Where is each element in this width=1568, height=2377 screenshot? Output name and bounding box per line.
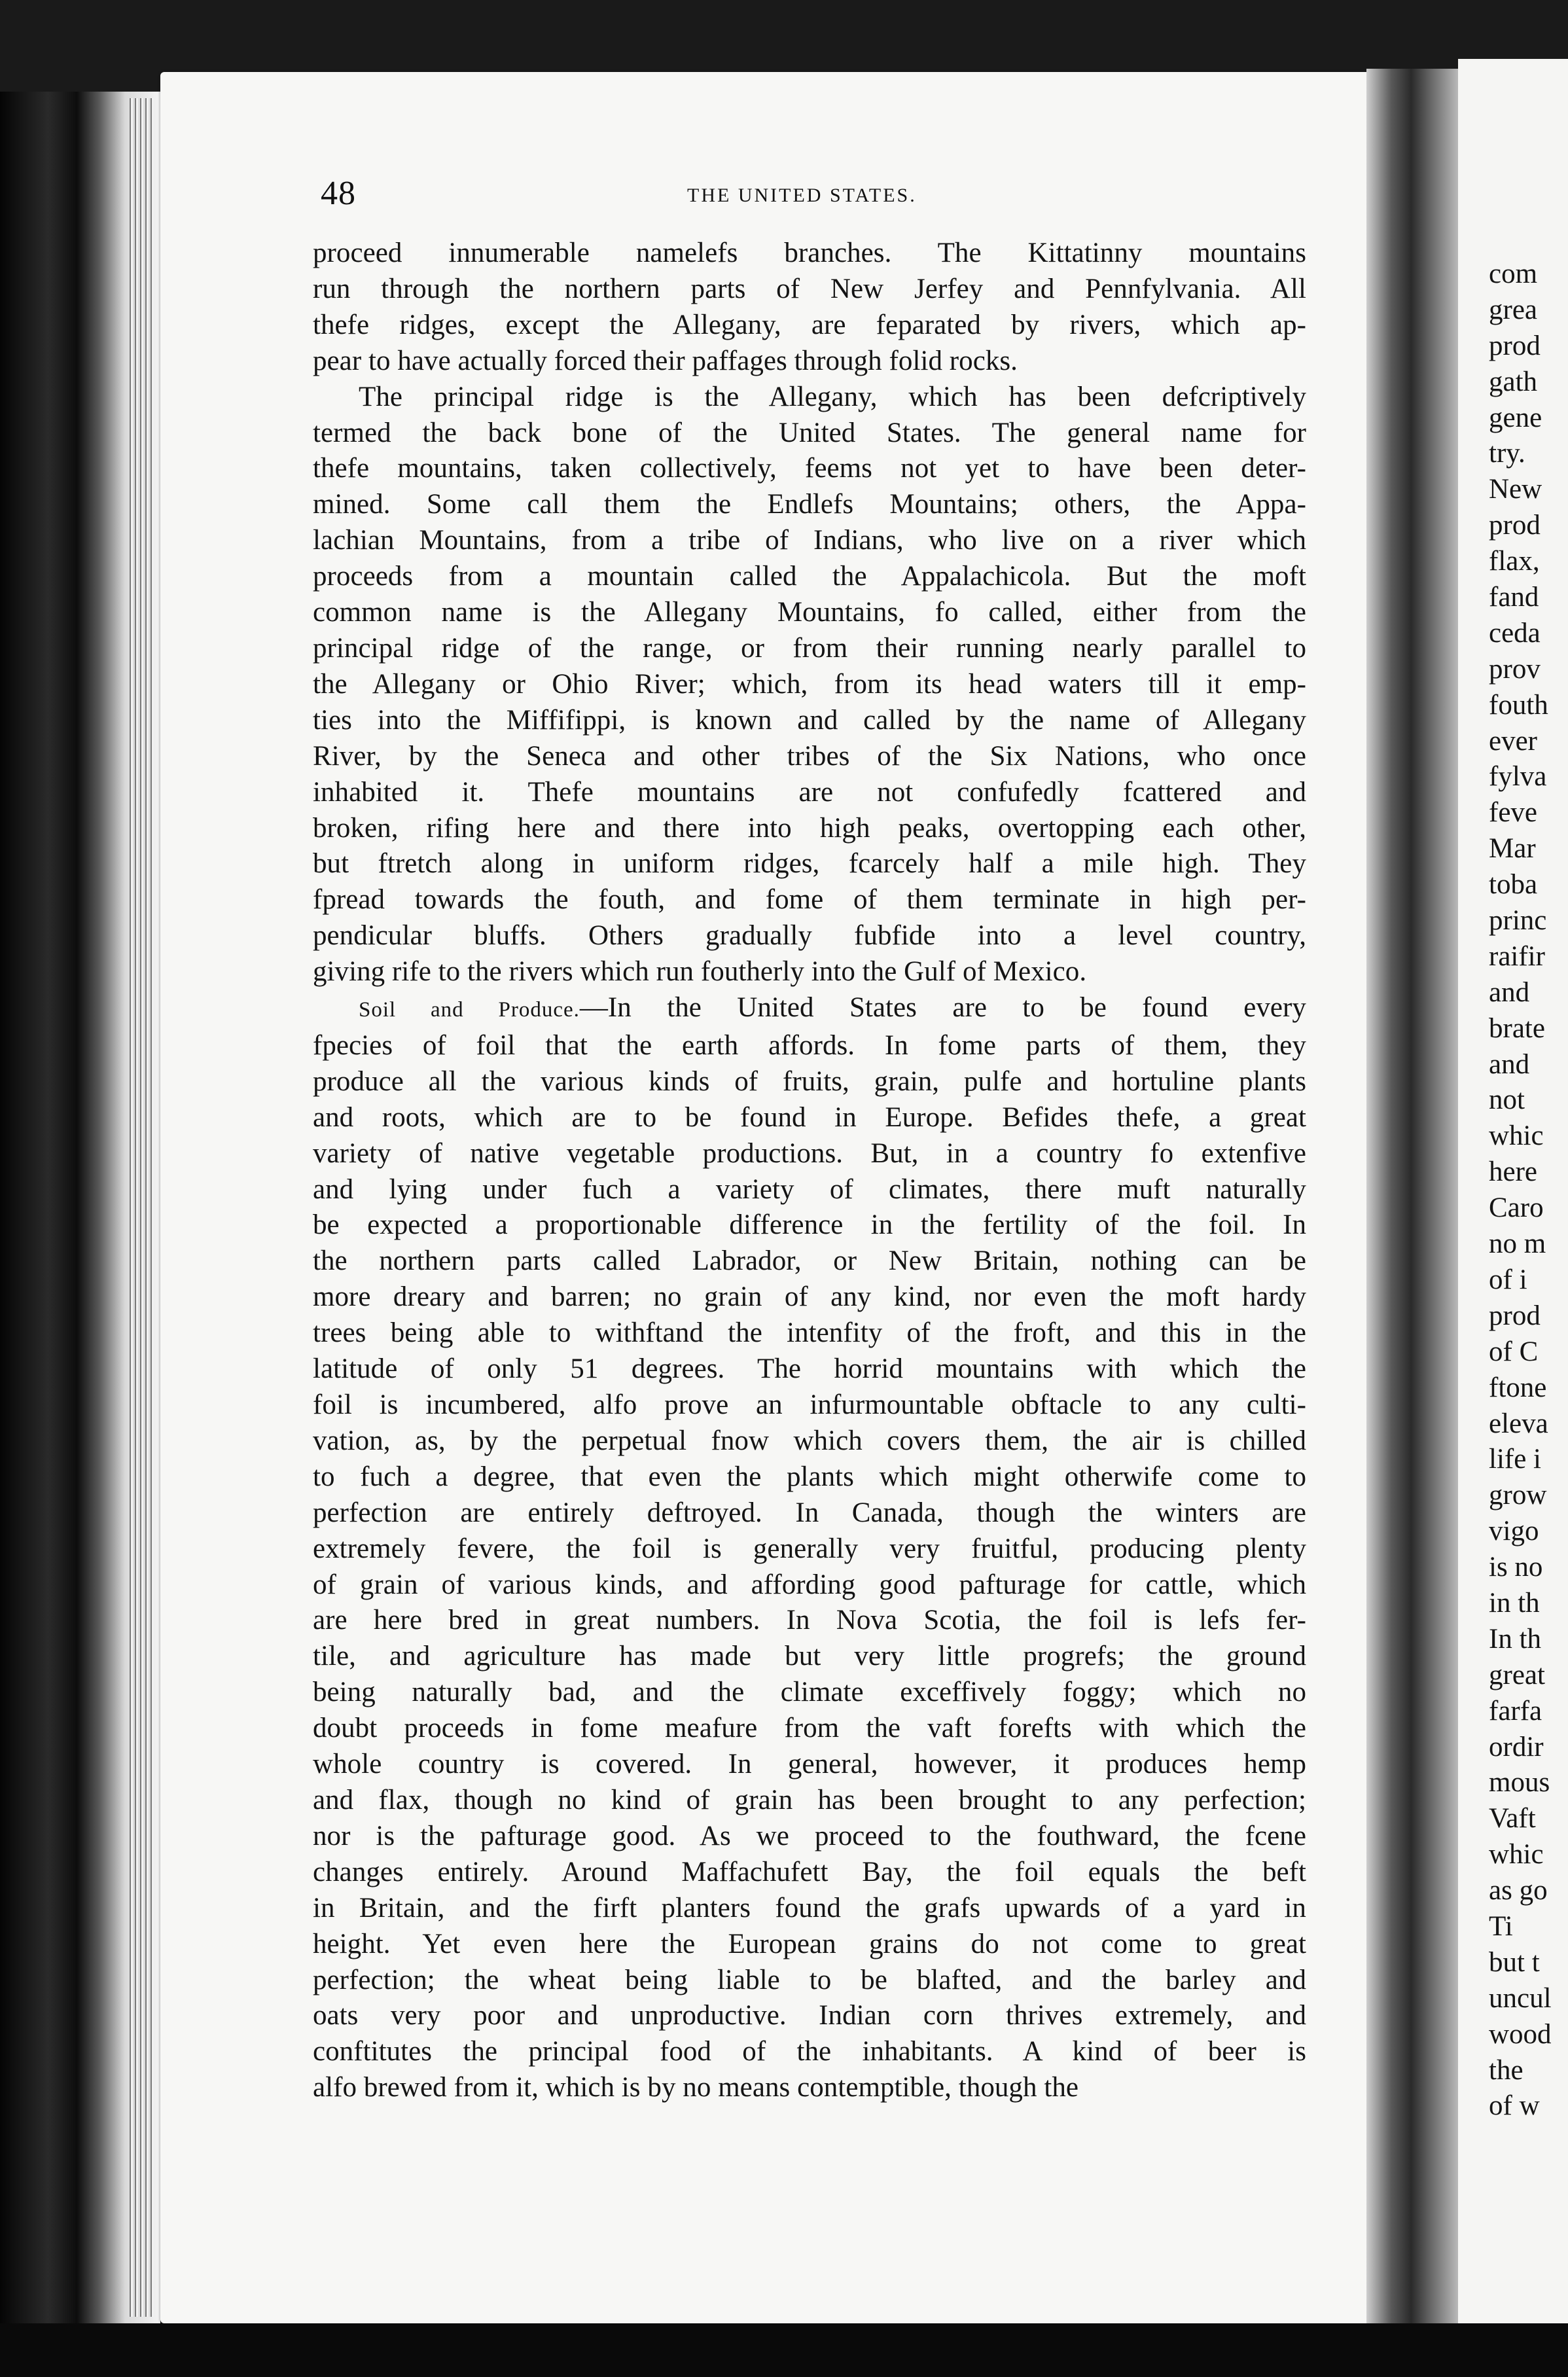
text-line: giving rife to the rivers which run foutherly into the Gulf of Mexico. <box>313 956 1087 988</box>
text-line: tile, and agriculture has made but very little progrefs; the ground <box>313 1641 1306 1672</box>
text-line: alfo brewed from it, which is by no means contemptible, though the <box>313 2072 1079 2103</box>
facing-page-fragment: toba <box>1489 869 1538 901</box>
facing-page-fragment: prov <box>1489 653 1541 685</box>
running-title: THE UNITED STATES. <box>687 185 917 206</box>
facing-page-fragment: wood <box>1489 2018 1552 2050</box>
facing-page-fragment: the <box>1489 2054 1523 2086</box>
text-line: be expected a proportionable difference in the fertility of the foil. In <box>313 1209 1306 1241</box>
text-line: run through the northern parts of New Jerfey and Pennfylvania. All <box>313 273 1306 304</box>
text-line: River, by the Seneca and other tribes of the Six Nations, who once <box>313 740 1306 772</box>
text-line: being naturally bad, and the climate exceffively foggy; which no <box>313 1677 1306 1708</box>
text-line: extremely fevere, the foil is generally very fruitful, producing plenty <box>313 1533 1306 1564</box>
facing-page-fragment: of C <box>1489 1336 1539 1367</box>
facing-page-text-fragments <box>1489 257 1568 2124</box>
text-line: variety of native vegetable productions. But, in a country fo extenfive <box>313 1137 1306 1169</box>
text-line: proceed innumerable namelefs branches. The Kittatinny mountains <box>313 238 1306 268</box>
text-line: perfection; the wheat being liable to be blafted, and the barley and <box>313 1964 1306 1995</box>
text-line: thefe ridges, except the Allegany, are feparated by rivers, which ap- <box>313 309 1306 340</box>
text-line: whole country is covered. In general, however, it produces hemp <box>313 1749 1306 1780</box>
text-line: pendicular bluffs. Others gradually fubfide into a level country, <box>313 920 1306 952</box>
facing-page-fragment: in th <box>1489 1587 1540 1618</box>
facing-page-fragment: grow <box>1489 1480 1547 1511</box>
facing-page-fragment: gath <box>1489 366 1538 397</box>
facing-page-fragment: eleva <box>1489 1408 1548 1439</box>
text-line: conftitutes the principal food of the inhabitants. A kind of beer is <box>313 2036 1306 2067</box>
facing-page-fragment: whic <box>1489 1120 1544 1152</box>
facing-page-fragment: of i <box>1489 1264 1527 1295</box>
text-line: height. Yet even here the European grains do not come to great <box>313 1928 1306 1959</box>
facing-page-fragment: princ <box>1489 905 1547 937</box>
facing-page-fragment: In th <box>1489 1623 1542 1654</box>
paragraph <box>313 990 1306 2106</box>
facing-page-fragment: fand <box>1489 582 1539 613</box>
page-body-text <box>313 236 1306 2106</box>
text-line: but ftretch along in uniform ridges, fcarcely half a mile high. They <box>313 848 1306 880</box>
paragraph <box>313 380 1306 990</box>
facing-page-fragment: as go <box>1489 1875 1548 1906</box>
text-line: ties into the Miffifippi, is known and called by the name of Allegany <box>313 704 1306 736</box>
facing-page-fragment: prod <box>1489 1300 1541 1331</box>
facing-page-fragment: New <box>1489 474 1542 505</box>
facing-page-fragment: great <box>1489 1659 1545 1690</box>
facing-page-fragment: com <box>1489 259 1538 289</box>
page-number: 48 <box>321 175 356 212</box>
book-gutter-shadow <box>1366 69 1466 2333</box>
facing-page-fragment: mous <box>1489 1767 1550 1798</box>
facing-page-fragment: is no <box>1489 1552 1543 1583</box>
facing-page-fragment: of w <box>1489 2090 1540 2122</box>
facing-page-fragment: Ti <box>1489 1910 1513 1942</box>
text-line: are here bred in great numbers. In Nova Scotia, the foil is lefs fer- <box>313 1605 1306 1636</box>
text-line: and flax, though no kind of grain has been brought to any perfection; <box>313 1784 1306 1815</box>
facing-page-fragment: fylva <box>1489 761 1547 793</box>
text-line: perfection are entirely deftroyed. In Canada, though the winters are <box>313 1497 1306 1528</box>
text-line: latitude of only 51 degrees. The horrid mountains with which the <box>313 1353 1306 1385</box>
text-line: principal ridge of the range, or from their running nearly parallel to <box>313 632 1306 664</box>
facing-page-fragment: whic <box>1489 1839 1544 1870</box>
text-line: termed the back bone of the United States. The general name for <box>313 417 1306 448</box>
facing-page-fragment: prod <box>1489 510 1541 541</box>
text-line: of grain of various kinds, and affording good pafturage for cattle, which <box>313 1569 1306 1600</box>
facing-page-fragment: fouth <box>1489 689 1548 721</box>
running-head <box>321 174 1296 220</box>
text-line: proceeds from a mountain called the Appalachicola. But the moft <box>313 561 1306 592</box>
facing-page-fragment: try. <box>1489 438 1525 469</box>
section-heading: Soil and Produce. <box>359 998 580 1022</box>
facing-page-fragment: flax, <box>1489 546 1540 577</box>
text-line: doubt proceeds in fome meafure from the vaft forefts with which the <box>313 1713 1306 1744</box>
facing-page-fragment: and <box>1489 1048 1530 1080</box>
facing-page-fragment: no m <box>1489 1228 1546 1260</box>
facing-page-fragment: raifir <box>1489 940 1545 972</box>
facing-page-fragment: ceda <box>1489 617 1541 649</box>
facing-page-fragment: farfa <box>1489 1695 1542 1726</box>
facing-page-fragment: vigo <box>1489 1516 1539 1547</box>
facing-page-fragment: grea <box>1489 294 1537 325</box>
facing-page-fragment: prod <box>1489 330 1541 361</box>
facing-page-fragment: here <box>1489 1156 1537 1188</box>
text-line: trees being able to withftand the intenfity of the froft, and this in the <box>313 1317 1306 1349</box>
text-line: the Allegany or Ohio River; which, from its head waters till it emp- <box>313 668 1306 700</box>
text-line: common name is the Allegany Mountains, fo called, either from the <box>313 597 1306 628</box>
text-line: fpread towards the fouth, and fome of them terminate in high per- <box>313 884 1306 916</box>
facing-page-fragment: ordir <box>1489 1731 1544 1762</box>
facing-page-fragment: not <box>1489 1084 1525 1116</box>
text-line: broken, rifing here and there into high peaks, overtopping each other, <box>313 812 1306 844</box>
facing-page-fragment: Caro <box>1489 1192 1544 1224</box>
text-line-content: —In the United States are to be found every <box>579 992 1306 1024</box>
text-line: in Britain, and the firft planters found the grafs upwards of a yard in <box>313 1892 1306 1923</box>
facing-page-fragment: feve <box>1489 797 1537 829</box>
text-line: thefe mountains, taken collectively, feems not yet to have been deter- <box>313 453 1306 484</box>
text-line <box>313 990 1306 1028</box>
text-line: inhabited it. Thefe mountains are not confufedly fcattered and <box>313 776 1306 808</box>
text-line: The principal ridge is the Allegany, which has been defcriptively <box>359 381 1306 412</box>
text-line: lachian Mountains, from a tribe of Indians, who live on a river which <box>313 525 1306 556</box>
facing-page-fragment: but t <box>1489 1946 1540 1978</box>
text-line: vation, as, by the perpetual fnow which covers them, the air is chilled <box>313 1425 1306 1456</box>
facing-page-fragment: gene <box>1489 402 1542 433</box>
facing-page-fragment: brate <box>1489 1012 1545 1044</box>
scan-bottom-border <box>0 2323 1568 2377</box>
paragraph <box>313 236 1306 380</box>
text-line: and lying under fuch a variety of climates, there muft naturally <box>313 1173 1306 1205</box>
text-line: the northern parts called Labrador, or New Britain, nothing can be <box>313 1245 1306 1277</box>
text-line: produce all the various kinds of fruits, grain, pulfe and hortuline plants <box>313 1065 1306 1097</box>
text-line: oats very poor and unproductive. Indian corn thrives extremely, and <box>313 2000 1306 2031</box>
text-line: fpecies of foil that the earth affords. In fome parts of them, they <box>313 1029 1306 1061</box>
text-line: mined. Some call them the Endlefs Mountains; others, the Appa- <box>313 489 1306 520</box>
text-line: changes entirely. Around Maffachufett Bay, the foil equals the beft <box>313 1856 1306 1887</box>
text-line: more dreary and barren; no grain of any kind, nor even the moft hardy <box>313 1281 1306 1313</box>
text-line: and roots, which are to be found in Europe. Befides thefe, a great <box>313 1101 1306 1133</box>
page-stack-edge <box>128 98 154 2317</box>
facing-page-fragment: ever <box>1489 725 1537 757</box>
facing-page-fragment: Mar <box>1489 833 1536 865</box>
text-line: foil is incumbered, alfo prove an infurmountable obftacle to any culti- <box>313 1389 1306 1420</box>
facing-page-fragment: Vaft <box>1489 1803 1536 1834</box>
facing-page-fragment: and <box>1489 976 1530 1008</box>
text-line: pear to have actually forced their paffages through folid rocks. <box>313 345 1018 376</box>
text-line: nor is the pafturage good. As we proceed to the fouthward, the fcene <box>313 1820 1306 1851</box>
facing-page-fragment: life i <box>1489 1444 1541 1475</box>
text-line: to fuch a degree, that even the plants which might otherwife come to <box>313 1461 1306 1492</box>
facing-page-fragment: uncul <box>1489 1982 1552 2014</box>
facing-page-fragment: ftone <box>1489 1372 1547 1403</box>
